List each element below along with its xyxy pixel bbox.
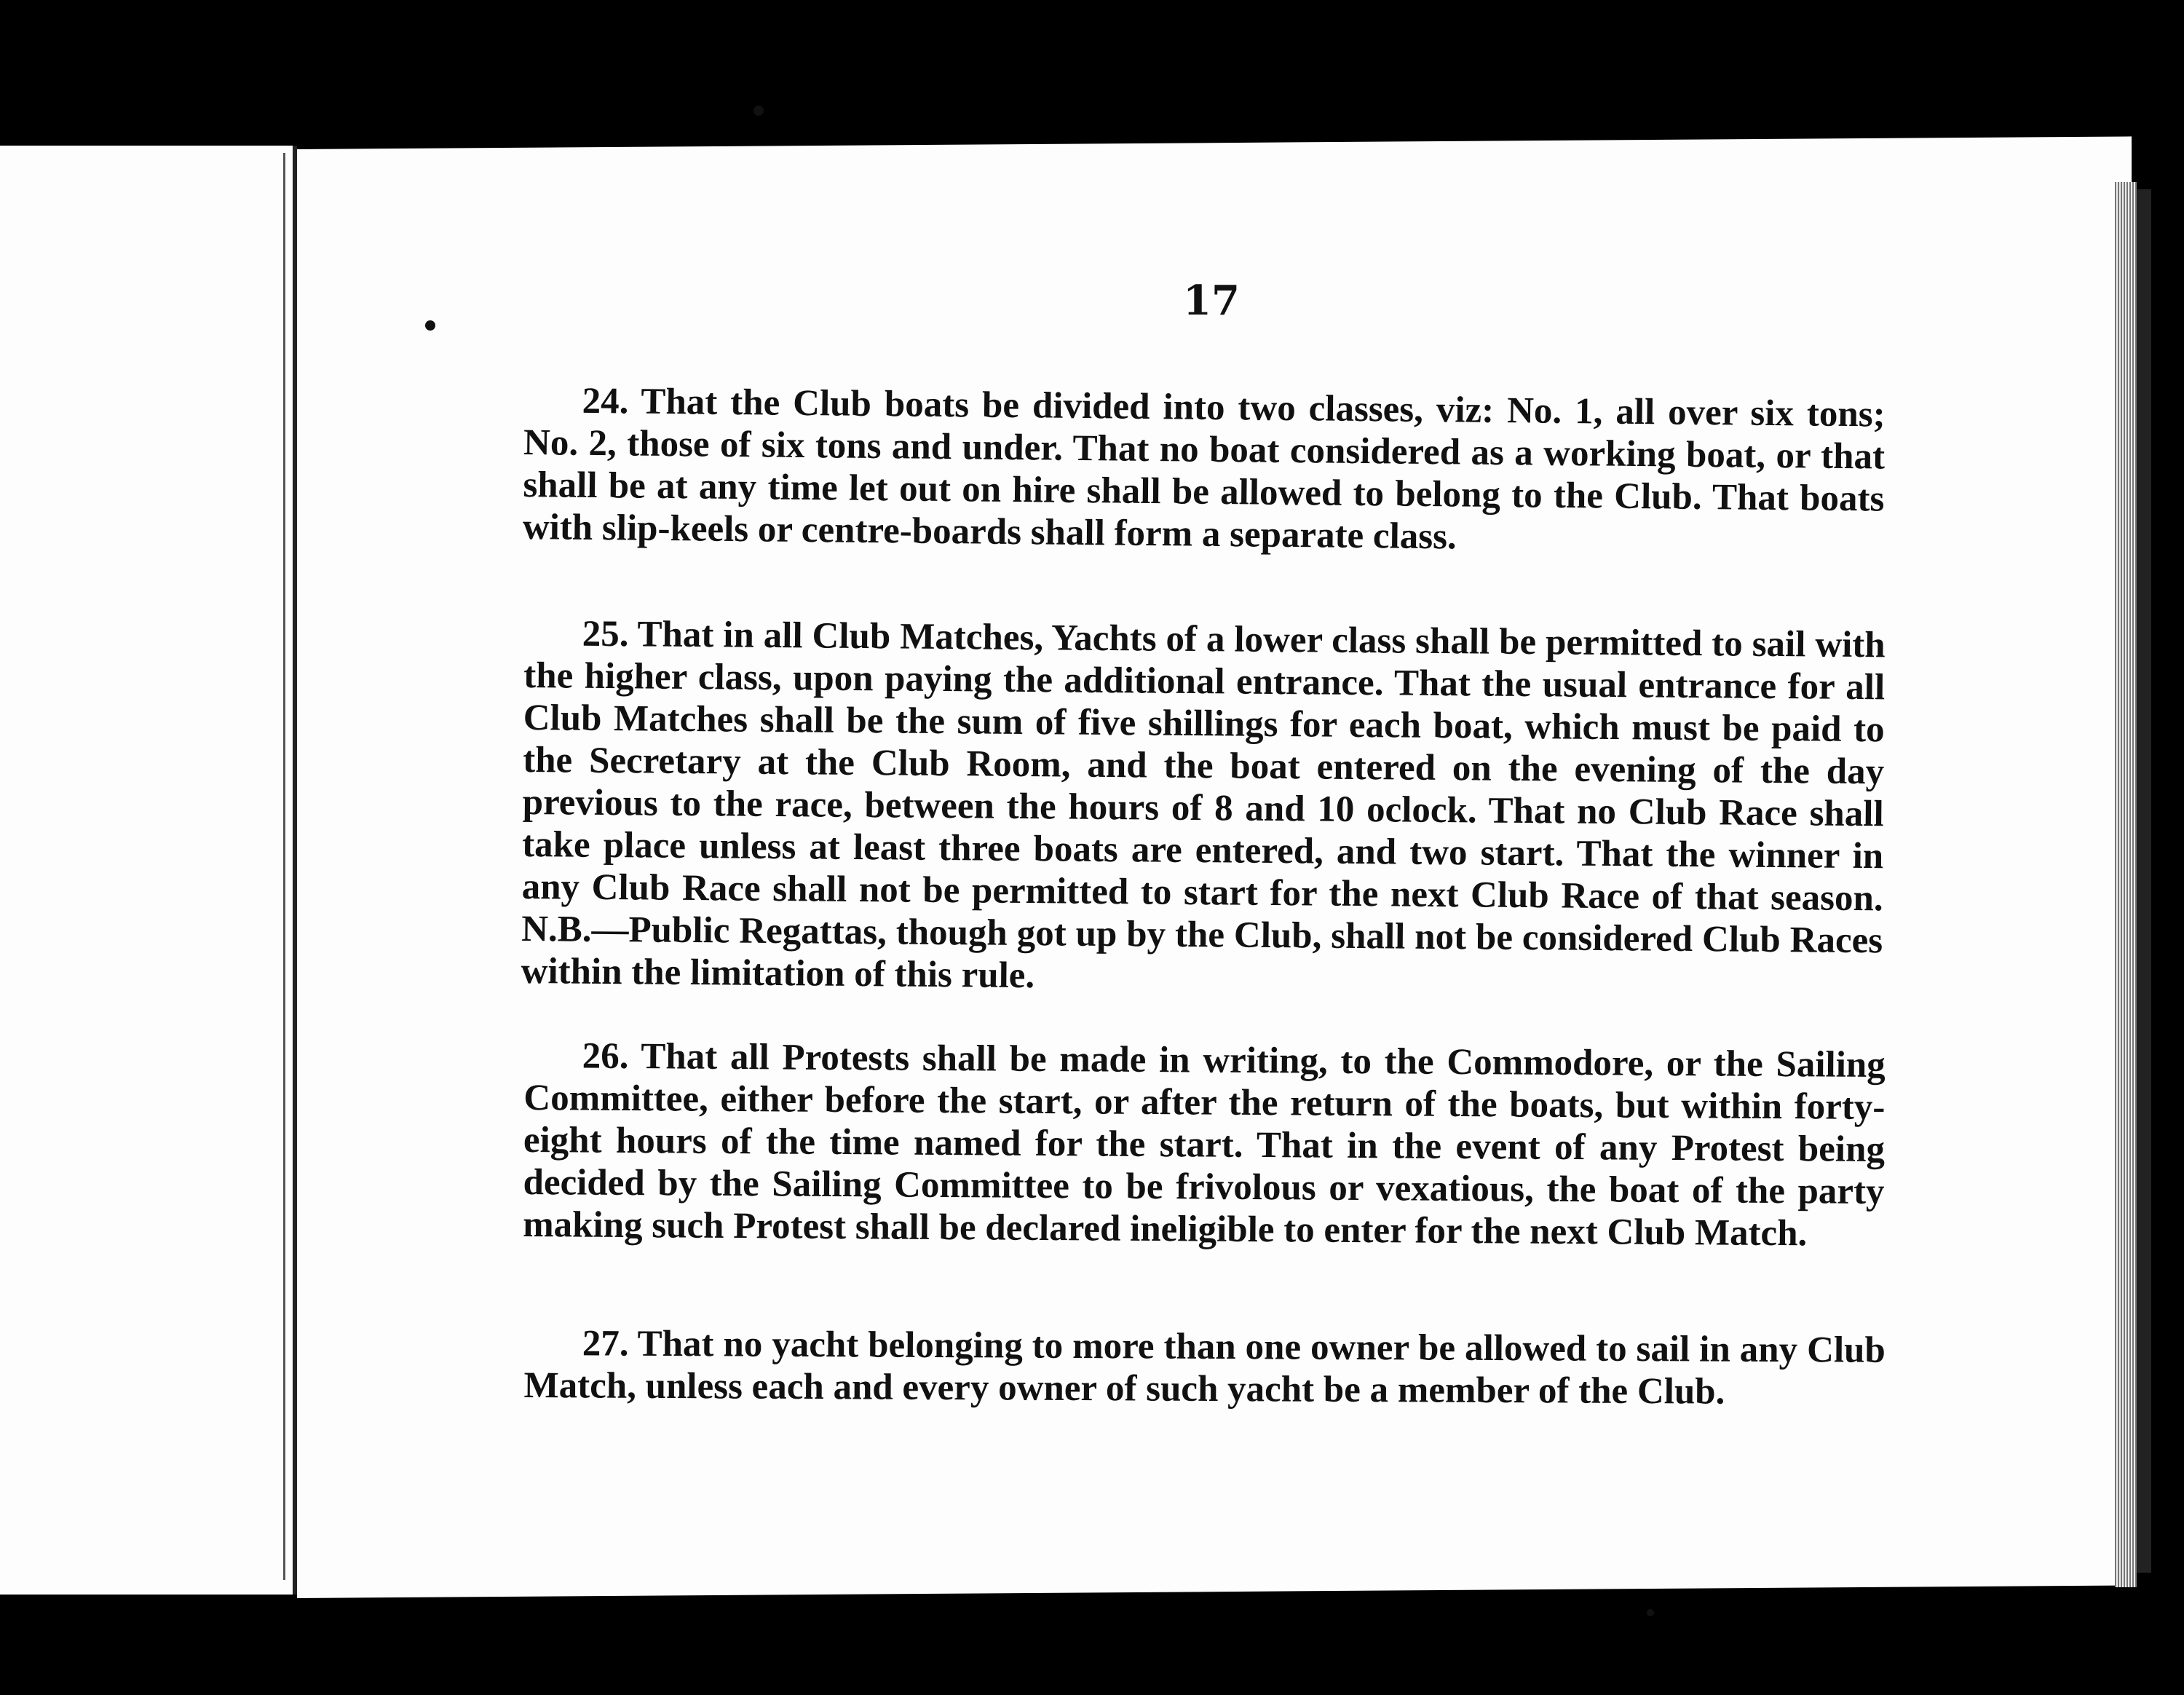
page-edge-shadow xyxy=(2137,189,2151,1573)
left-page xyxy=(0,146,297,1595)
ink-speck xyxy=(425,320,435,331)
rule-paragraph: 25. That in all Club Matches, Yachts of a lower class shall be permitted to sail with the higher class, upon paying the additional entrance. That the usual entrance for all Club Matches shall be the sum of five shillings for each boat, which must be paid to the Secretary at the Club Room, and the boat entered on the evening of the day previous to the race, between the hours of 8 and 10 oclock. That no Club Race shall take place unless at least three boats are entered, and two start. That the winner in any Club Race shall not be permitted to start for the next Club Race of that season. N.B.—Public Regattas, though got up by the Club, shall not be considered Club Races within the limitation of this rule. xyxy=(521,613,1886,997)
page-edge-stack xyxy=(2115,182,2137,1587)
gutter-line xyxy=(283,153,285,1580)
ink-speck xyxy=(1647,1609,1654,1616)
rule-paragraph: 26. That all Protests shall be made in writing, to the Commodore, or the Sailing Committee, either before the start, or after the return of the boats, but within forty-eight hours of the time named for the start. That in the event of any Protest being decided by the Sailing Committee to be frivolous or vexatious, the boat of the party making such Protest shall be declared ineligible to enter for the next Club Match. xyxy=(522,1035,1886,1255)
rule-paragraph: 24. That the Club boats be divided into two classes, viz: No. 1, all over six tons; No. 2, those of six tons and under. That no boat considered as a working boat, or that shall be at any time let out on hire shall be allowed to belong to the Club. That boats with slip-keels or centre-boards shall form a separate class. xyxy=(522,380,1886,558)
page-number: 17 xyxy=(1183,277,1240,325)
ink-speck xyxy=(753,106,764,116)
rule-paragraph: 27. That no yacht belonging to more than one owner be allowed to sail in any Club Match, unless each and every owner of such yacht be a member of the Club. xyxy=(523,1323,1886,1412)
